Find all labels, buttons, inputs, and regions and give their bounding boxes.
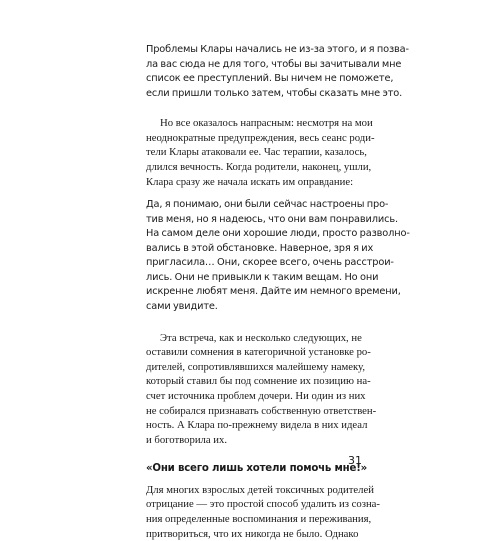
paragraph-line: не собирался признавать собственную ответствен- [146, 404, 377, 417]
quote-line: вались в этой обстановке. Наверное, зря я их [146, 242, 374, 254]
quote-block-2 [146, 198, 410, 314]
paragraph-line: Эта встреча, как и несколько следующих, не [160, 331, 362, 344]
quote-line: тив меня, но я надеюсь, что они вам понравились. [146, 213, 398, 225]
quote-line: пригласила… Они, скорее всего, очень расстрои- [146, 257, 394, 269]
paragraph-line: тели Клары атаковали ее. Час терапии, казалось, [146, 146, 367, 159]
paragraph-line: длился вечность. Когда родители, наконец, ушли, [146, 160, 372, 173]
paragraph-line: Для многих взрослых детей токсичных родителей [146, 483, 374, 496]
paragraph-line: и боготворила их. [146, 433, 228, 446]
paragraph-line: ния определенные воспоминания и переживания, [146, 513, 372, 526]
quote-line: если пришли только затем, чтобы сказать мне это. [146, 87, 403, 99]
paragraph-line: Клара сразу же начала искать им оправдание: [146, 175, 354, 188]
paragraph-line: ность. А Клара по-прежнему видела в них идеал [146, 419, 368, 432]
quote-line: Да, я понимаю, они были сейчас настроены про- [146, 199, 389, 211]
quote-line: сами увидите. [146, 300, 218, 312]
quote-line: На самом деле они хорошие люди, просто разволно- [146, 228, 410, 240]
body-paragraph-3 [146, 483, 380, 541]
paragraph-line: Но все оказалось напрасным: несмотря на мои [160, 117, 373, 130]
quote-line: ла вас сюда не для того, чтобы вы зачитывали мне [146, 58, 402, 70]
paragraph-line: дителей, сопротивлявшихся малейшему намеку, [146, 360, 366, 373]
body-paragraph-2 [146, 331, 377, 448]
body-paragraph-1 [146, 116, 375, 189]
paragraph-line: неоднократные предупреждения, весь сеанс роди- [146, 131, 375, 144]
quote-line: Проблемы Клары начались не из-за этого, и я позва- [146, 44, 409, 55]
quote-line: список ее преступлений. Вы ничем не поможете, [146, 73, 394, 85]
page-number: 31 [348, 454, 362, 467]
quote-line: лись. Они не привыкли к таким вещам. Но они [146, 271, 379, 283]
paragraph-line: отрицание — это простой способ удалить из созна- [146, 498, 380, 511]
text-column [146, 40, 410, 541]
section-heading: «Они всего лишь хотели помочь мне!» [146, 463, 368, 475]
quote-line: искренне любят меня. Дайте им немного времени, [146, 286, 401, 298]
paragraph-line: оставили сомнения в категоричной установке ро- [146, 346, 371, 359]
quote-block-1 [146, 43, 409, 101]
paragraph-line: притвориться, что их никогда не было. Однако [146, 527, 359, 540]
paragraph-line: счет источника проблем дочери. Ни один из них [146, 389, 366, 402]
paragraph-line: который ставил бы под сомнение их позицию на- [146, 375, 371, 388]
